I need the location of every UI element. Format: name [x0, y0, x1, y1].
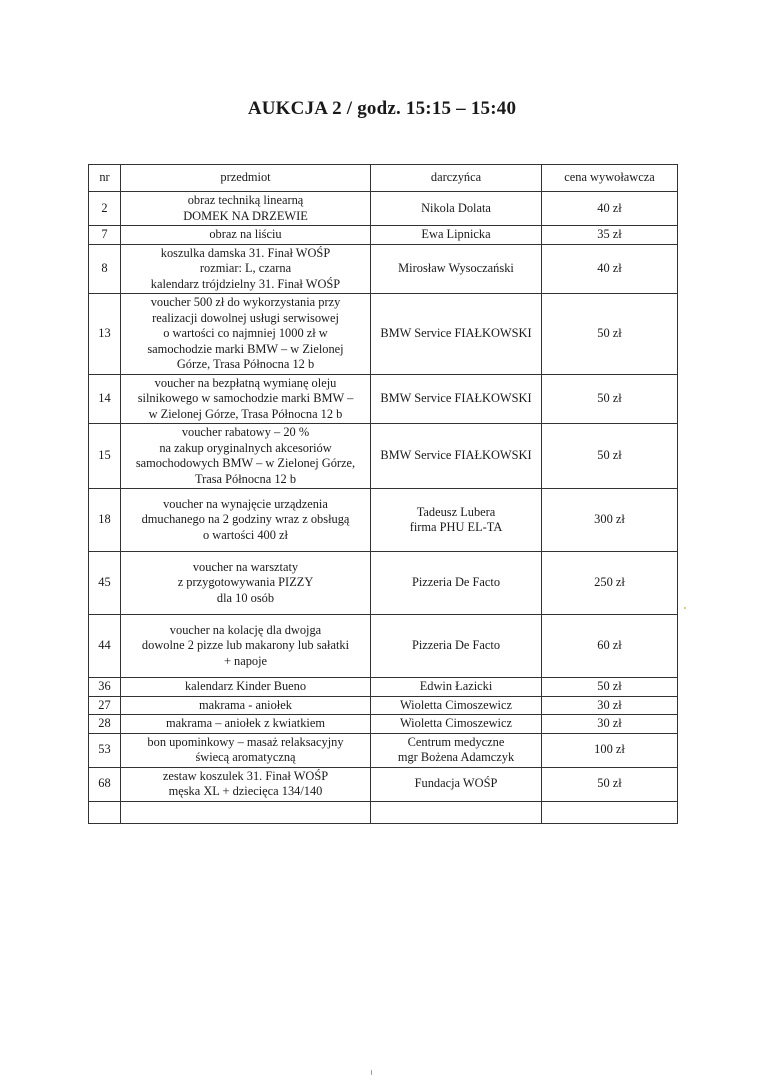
donor-line: Edwin Łazicki	[419, 679, 493, 693]
table-row	[89, 733, 678, 767]
cell-item	[121, 733, 371, 767]
item-line: samochodowych BMW – w Zielonej Górze,	[135, 456, 356, 470]
item-line: voucher na bezpłatną wymianę oleju	[154, 375, 337, 390]
header-donor: darczyńca	[371, 165, 542, 192]
cell-price: 40 zł	[542, 192, 678, 226]
cell-donor	[371, 192, 542, 226]
item-line: + napoje	[223, 653, 268, 668]
cell-item	[121, 615, 371, 678]
cell-donor	[371, 615, 542, 678]
item-line: voucher 500 zł do wykorzystania przy	[150, 295, 341, 309]
donor-line: Pizzeria De Facto	[411, 638, 501, 653]
cell-donor	[371, 489, 542, 552]
cell-nr: 36	[89, 678, 121, 697]
donor-line: Wioletta Cimoszewicz	[399, 716, 512, 730]
cell-price: 60 zł	[542, 615, 678, 678]
cell-item	[121, 374, 371, 424]
item-line: świecą aromatyczną	[195, 750, 296, 764]
cell-nr: 68	[89, 767, 121, 801]
cell-donor	[371, 767, 542, 801]
cell-donor	[371, 552, 542, 615]
donor-line: Wioletta Cimoszewicz	[399, 697, 512, 712]
cell-donor	[371, 226, 542, 245]
item-line: rozmiar: L, czarna	[199, 261, 292, 275]
item-line: kalendarz Kinder Bueno	[184, 679, 307, 693]
cell-nr: 18	[89, 489, 121, 552]
cell-price: 100 zł	[542, 733, 678, 767]
item-line: voucher na warsztaty	[192, 559, 299, 574]
item-line: voucher na kolację dla dwojga	[169, 622, 322, 637]
cell-nr: 44	[89, 615, 121, 678]
cell-nr	[89, 801, 121, 823]
cell-nr: 28	[89, 715, 121, 734]
cell-donor	[371, 244, 542, 294]
cell-donor	[371, 801, 542, 823]
cell-price: 50 zł	[542, 424, 678, 489]
cell-price: 50 zł	[542, 767, 678, 801]
item-line: makrama - aniołek	[199, 697, 292, 712]
cell-item	[121, 192, 371, 226]
item-line: o wartości co najmniej 1000 zł w	[163, 326, 328, 340]
cell-nr: 53	[89, 733, 121, 767]
item-line: bon upominkowy – masaż relaksacyjny	[147, 734, 344, 749]
cell-item	[121, 715, 371, 734]
table-row	[89, 767, 678, 801]
cell-item	[121, 678, 371, 697]
donor-line: firma PHU EL-TA	[409, 520, 503, 534]
cell-item	[121, 767, 371, 801]
cell-price: 300 zł	[542, 489, 678, 552]
cell-price: 50 zł	[542, 678, 678, 697]
auction-table	[88, 164, 678, 824]
item-line: samochodzie marki BMW – w Zielonej	[147, 341, 344, 356]
header-price: cena wywoławcza	[542, 165, 678, 192]
cell-price: 30 zł	[542, 715, 678, 734]
cell-item	[121, 244, 371, 294]
table-row	[89, 801, 678, 823]
item-line: DOMEK NA DRZEWIE	[183, 208, 308, 223]
page-title: AUKCJA 2 / godz. 15:15 – 15:40	[247, 98, 517, 119]
table-header-row	[89, 165, 678, 192]
item-line: dowolne 2 pizze lub makarony lub sałatki	[141, 638, 350, 653]
cell-donor	[371, 678, 542, 697]
table-row	[89, 552, 678, 615]
cell-item	[121, 226, 371, 245]
table-row	[89, 424, 678, 489]
donor-line: Nikola Dolata	[421, 200, 491, 215]
cell-nr: 8	[89, 244, 121, 294]
item-line: makrama – aniołek z kwiatkiem	[166, 716, 325, 730]
cell-donor	[371, 715, 542, 734]
item-line: w Zielonej Górze, Trasa Północna 12 b	[148, 406, 343, 421]
cell-price: 35 zł	[542, 226, 678, 245]
item-line: zestaw koszulek 31. Finał WOŚP	[162, 768, 329, 783]
cell-nr: 27	[89, 696, 121, 715]
table-row	[89, 192, 678, 226]
item-line: kalendarz trójdzielny 31. Finał WOŚP	[150, 276, 341, 291]
item-line: Górze, Trasa Północna 12 b	[176, 357, 315, 371]
donor-line: BMW Service FIAŁKOWSKI	[380, 326, 532, 340]
cell-item	[121, 552, 371, 615]
item-line: o wartości 400 zł	[203, 527, 288, 542]
item-line: koszulka damska 31. Finał WOŚP	[160, 245, 331, 260]
cell-nr: 45	[89, 552, 121, 615]
auction-table-body	[89, 192, 678, 824]
table-row	[89, 696, 678, 715]
cell-donor	[371, 733, 542, 767]
donor-line: Mirosław Wysoczański	[398, 261, 514, 275]
cell-price	[542, 801, 678, 823]
donor-line: Centrum medyczne	[407, 734, 505, 749]
table-row	[89, 244, 678, 294]
cell-price: 30 zł	[542, 696, 678, 715]
item-line: dmuchanego na 2 godziny wraz z obsługą	[141, 512, 350, 527]
item-line: silnikowego w samochodzie marki BMW –	[137, 391, 354, 405]
cell-nr: 2	[89, 192, 121, 226]
cell-item	[121, 424, 371, 489]
cell-donor	[371, 374, 542, 424]
cell-price: 40 zł	[542, 244, 678, 294]
item-line: Trasa Północna 12 b	[194, 471, 297, 486]
cell-item	[121, 489, 371, 552]
cell-item	[121, 801, 371, 823]
donor-line: mgr Bożena Adamczyk	[397, 750, 515, 764]
header-item: przedmiot	[121, 165, 371, 192]
item-line: voucher na wynajęcie urządzenia	[163, 496, 328, 511]
donor-line: Pizzeria De Facto	[411, 575, 501, 590]
cell-nr: 13	[89, 294, 121, 375]
donor-line: BMW Service FIAŁKOWSKI	[380, 448, 532, 463]
table-row	[89, 615, 678, 678]
item-line: realizacji dowolnej usługi serwisowej	[152, 310, 339, 325]
item-line: z przygotowywania PIZZY	[177, 575, 314, 590]
item-line: męska XL + dziecięca 134/140	[168, 784, 323, 798]
table-row	[89, 489, 678, 552]
cell-nr: 14	[89, 374, 121, 424]
donor-line: Fundacja WOŚP	[414, 776, 498, 791]
item-line: voucher rabatowy – 20 %	[181, 425, 310, 439]
table-row	[89, 374, 678, 424]
cell-nr: 15	[89, 424, 121, 489]
scan-speck	[371, 1070, 372, 1075]
cell-price: 50 zł	[542, 294, 678, 375]
donor-line: Tadeusz Lubera	[416, 504, 496, 519]
table-row	[89, 226, 678, 245]
cell-donor	[371, 696, 542, 715]
item-line: obraz na liściu	[209, 227, 282, 241]
scan-speck	[684, 607, 686, 609]
header-nr: nr	[89, 165, 121, 192]
table-row	[89, 294, 678, 375]
table-row	[89, 678, 678, 697]
cell-donor	[371, 424, 542, 489]
cell-item	[121, 696, 371, 715]
cell-nr: 7	[89, 226, 121, 245]
table-row	[89, 715, 678, 734]
cell-item	[121, 294, 371, 375]
cell-donor	[371, 294, 542, 375]
donor-line: BMW Service FIAŁKOWSKI	[380, 391, 532, 405]
donor-line: Ewa Lipnicka	[421, 227, 491, 241]
item-line: dla 10 osób	[216, 590, 275, 605]
item-line: obraz techniką linearną	[187, 193, 304, 207]
item-line: na zakup oryginalnych akcesoriów	[159, 440, 332, 455]
cell-price: 50 zł	[542, 374, 678, 424]
cell-price: 250 zł	[542, 552, 678, 615]
